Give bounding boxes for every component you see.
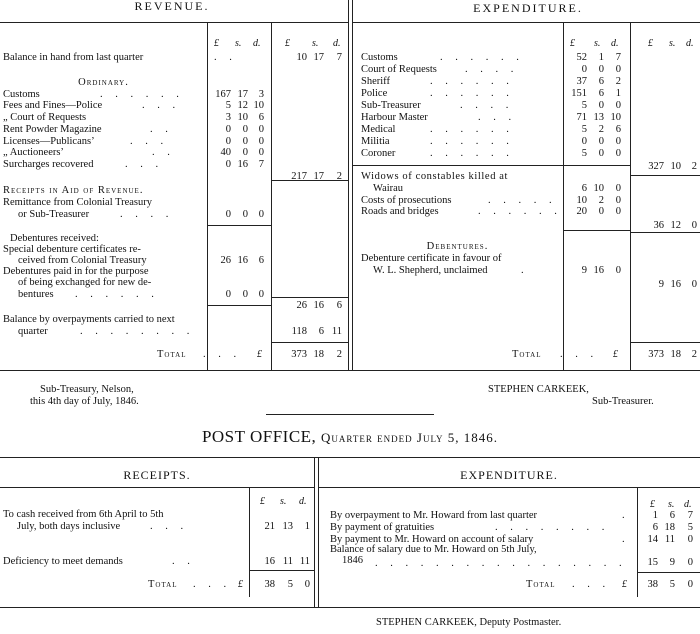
leader-dots: . . . . xyxy=(120,209,174,220)
amount-shilling: 1 xyxy=(598,52,604,63)
amount-pound: 217 xyxy=(291,171,307,182)
table-row-label: By payment of gratuities xyxy=(330,522,435,533)
debenture-label: Debenture certificate in favour of xyxy=(361,253,502,264)
leader-dots: . . . xyxy=(478,112,517,123)
pound-header: £ xyxy=(260,496,265,507)
amount-pound: 373 xyxy=(648,349,664,360)
leader-dots: . . . . . . xyxy=(430,148,514,159)
leader-dots: . . xyxy=(214,52,237,63)
title-main: POST OFFICE, xyxy=(201,427,317,446)
amount-shilling: 18 xyxy=(313,349,324,360)
table-row-label: Fees and Fines—Police xyxy=(3,100,103,111)
amount-shilling: 0 xyxy=(242,147,248,158)
amount-pound: 5 xyxy=(581,100,587,111)
amount-shilling: 10 xyxy=(593,183,604,194)
amount-shilling: 6 xyxy=(598,88,604,99)
amount-pound: 167 xyxy=(215,89,231,100)
pound-header: £ xyxy=(570,38,575,49)
pence-header: d. xyxy=(686,38,694,49)
amount-pence: 2 xyxy=(336,349,342,360)
amount-pence: 0 xyxy=(615,183,621,194)
divider xyxy=(207,22,208,370)
amount-shilling: 5 xyxy=(669,579,675,590)
leader-dots: . . xyxy=(150,124,173,135)
amount-pound: 9 xyxy=(581,265,587,276)
divider xyxy=(352,0,353,370)
amount-shilling: 12 xyxy=(237,100,248,111)
leader-dots: . . . . . . xyxy=(478,206,562,217)
total-label: Total xyxy=(526,579,556,590)
leader-dots: . . . xyxy=(203,349,242,360)
amount-shilling: 0 xyxy=(242,289,248,300)
divider xyxy=(0,607,700,608)
amount-shilling: 6 xyxy=(598,76,604,87)
table-row-label: Sub-Treasurer xyxy=(361,100,421,111)
divider xyxy=(207,305,271,306)
divider xyxy=(314,457,315,607)
divider xyxy=(563,230,630,231)
divider xyxy=(630,22,631,370)
leader-dots: . . xyxy=(152,147,175,158)
divider xyxy=(0,22,348,23)
amount-pound: 0 xyxy=(581,64,587,75)
amount-shilling: 17 xyxy=(313,52,324,63)
amount-pence: 0 xyxy=(258,209,264,220)
balance-label: Balance of salary due to Mr. Howard on 5th July, xyxy=(330,544,537,555)
amount-pound: 36 xyxy=(653,220,664,231)
amount-pence: 11 xyxy=(331,326,342,337)
leader-dots: . . . . . . xyxy=(430,88,514,99)
pence-header: d. xyxy=(684,499,692,510)
pence-header: d. xyxy=(333,38,341,49)
amount-pence: 0 xyxy=(691,220,697,231)
amount-pence: 7 xyxy=(615,52,621,63)
amount-pence: 1 xyxy=(304,521,310,532)
table-row-label: Sheriff xyxy=(361,76,390,87)
amount-pound: 373 xyxy=(291,349,307,360)
amount-pound: 37 xyxy=(576,76,587,87)
amount-pound: 10 xyxy=(576,195,587,206)
amount-shilling: 2 xyxy=(598,195,604,206)
amount-shilling: 9 xyxy=(669,557,675,568)
amount-shilling: 0 xyxy=(242,124,248,135)
amount-pence: 10 xyxy=(253,100,264,111)
cash-label: July, both days inclusive xyxy=(17,521,121,532)
amount-shilling: 13 xyxy=(282,521,293,532)
signer-name: STEPHEN CARKEEK, xyxy=(488,384,589,395)
shilling-header: s. xyxy=(312,38,319,49)
amount-shilling: 0 xyxy=(242,209,248,220)
leader-dots: . . . xyxy=(193,579,232,590)
amount-pound: 118 xyxy=(291,326,307,337)
leader-dots: . . . . . . xyxy=(440,52,524,63)
leader-dots: . . . . . . xyxy=(430,136,514,147)
divider xyxy=(637,572,700,573)
leader-dots: . . . xyxy=(130,136,169,147)
shilling-header: s. xyxy=(280,496,287,507)
leader-dots: . . . . . . xyxy=(100,89,184,100)
amount-pound: 14 xyxy=(647,534,658,545)
special-label: ceived from Colonial Treasury xyxy=(18,255,147,266)
costs-label: Costs of prosecutions xyxy=(361,195,452,206)
amount-shilling: 13 xyxy=(593,112,604,123)
amount-pence: 6 xyxy=(258,112,264,123)
po-signer: STEPHEN CARKEEK, Deputy Postmaster. xyxy=(376,617,562,628)
amount-pence: 2 xyxy=(615,76,621,87)
table-row-label: Surcharges recovered xyxy=(3,159,94,170)
amount-pound: 0 xyxy=(225,124,231,135)
table-row-label: Licenses—Publicans’ xyxy=(3,136,95,147)
leader-dots: . . . . xyxy=(465,64,519,75)
date-line: this 4th day of July, 1846. xyxy=(30,396,139,407)
receipts-heading: RECEIPTS. xyxy=(123,468,191,482)
divider xyxy=(318,487,700,488)
amount-shilling: 12 xyxy=(670,220,681,231)
divider xyxy=(271,297,348,298)
divider xyxy=(249,570,314,571)
amount-pence: 0 xyxy=(258,147,264,158)
shilling-header: s. xyxy=(669,38,676,49)
amount-shilling: 18 xyxy=(664,522,675,533)
amount-shilling: 17 xyxy=(313,171,324,182)
leader-dots: . . . xyxy=(150,521,189,532)
shilling-header: s. xyxy=(235,38,242,49)
amount-shilling: 5 xyxy=(287,579,293,590)
amount-shilling: 0 xyxy=(598,136,604,147)
ordinary-heading: Ordinary. xyxy=(78,77,129,88)
leader-dots: . . . xyxy=(572,579,611,590)
pound-sign: £ xyxy=(613,349,618,360)
divider xyxy=(630,175,700,176)
amount-shilling: 16 xyxy=(670,279,681,290)
amount-pence: 7 xyxy=(258,159,264,170)
divider xyxy=(563,22,564,370)
amount-pence: 2 xyxy=(691,349,697,360)
amount-pound: 38 xyxy=(264,579,275,590)
table-row-label: Coroner xyxy=(361,148,396,159)
amount-pence: 6 xyxy=(258,255,264,266)
amount-pence: 7 xyxy=(336,52,342,63)
table-row-label: Medical xyxy=(361,124,396,135)
amount-pound: 52 xyxy=(576,52,587,63)
amount-shilling: 10 xyxy=(670,161,681,172)
pound-sign: £ xyxy=(622,579,627,590)
amount-pound: 0 xyxy=(225,136,231,147)
amount-pence: 2 xyxy=(691,161,697,172)
amount-pence: 0 xyxy=(615,265,621,276)
remittance-label: Remittance from Colonial Treasury xyxy=(3,197,153,208)
amount-pence: 5 xyxy=(687,522,693,533)
table-row-label: Rent Powder Magazine xyxy=(3,124,102,135)
paid-label: bentures xyxy=(18,289,54,300)
table-row-label: Court of Requests xyxy=(361,64,437,75)
amount-shilling: 16 xyxy=(237,159,248,170)
post-office-title xyxy=(0,428,700,445)
table-row-label: By overpayment to Mr. Howard from last quarter xyxy=(330,510,538,521)
leader-dots: . . . . . . . . . . . . . . . . . xyxy=(375,558,627,569)
widows-label: Wairau xyxy=(373,183,404,194)
amount-pound: 20 xyxy=(576,206,587,217)
leader-dots: . xyxy=(622,510,630,521)
amount-pound: 38 xyxy=(647,579,658,590)
pound-sign: £ xyxy=(257,349,262,360)
leader-dots: . . . . . . xyxy=(75,289,159,300)
leader-dots: . . . . . xyxy=(488,195,557,206)
divider xyxy=(0,370,700,371)
leader-dots: . . . . . . xyxy=(430,124,514,135)
amount-shilling: 16 xyxy=(237,255,248,266)
amount-shilling: 6 xyxy=(669,510,675,521)
debentures-heading: Debentures. xyxy=(426,241,489,252)
amount-shilling: 11 xyxy=(282,556,293,567)
amount-pence: 6 xyxy=(336,300,342,311)
special-label: Special debenture certificates re- xyxy=(3,244,141,255)
amount-pence: 0 xyxy=(687,579,693,590)
amount-shilling: 10 xyxy=(237,112,248,123)
divider xyxy=(207,225,271,226)
widows-label: Widows of constables killed at xyxy=(361,171,509,182)
shilling-header: s. xyxy=(594,38,601,49)
amount-pence: 2 xyxy=(336,171,342,182)
paid-label: of being exchanged for new de- xyxy=(18,277,152,288)
amount-pence: 0 xyxy=(615,100,621,111)
table-row-label: „ Auctioneers’ xyxy=(3,147,64,158)
signer-title: Sub-Treasurer. xyxy=(592,396,654,407)
leader-dots: . xyxy=(622,534,630,545)
leader-dots: . . . . . . xyxy=(430,76,514,87)
amount-pence: 0 xyxy=(687,557,693,568)
amount-pound: 0 xyxy=(225,289,231,300)
pound-header: £ xyxy=(648,38,653,49)
amount-pound: 5 xyxy=(581,148,587,159)
amount-pound: 26 xyxy=(220,255,231,266)
amount-pence: 0 xyxy=(615,148,621,159)
amount-pound: 0 xyxy=(225,159,231,170)
amount-shilling: 16 xyxy=(593,265,604,276)
amount-pound: 3 xyxy=(225,112,231,123)
leader-dots: . . . xyxy=(560,349,599,360)
divider xyxy=(352,22,700,23)
roads-label: Roads and bridges xyxy=(361,206,439,217)
balance-label: Balance in hand from last quarter xyxy=(3,52,144,63)
pence-header: d. xyxy=(299,496,307,507)
divider xyxy=(637,487,638,597)
amount-pence: 0 xyxy=(687,534,693,545)
divider xyxy=(271,22,272,370)
debenture-label: W. L. Shepherd, unclaimed xyxy=(373,265,488,276)
divider xyxy=(630,342,700,343)
amount-pound: 6 xyxy=(581,183,587,194)
divider xyxy=(249,487,250,597)
amount-pence: 11 xyxy=(299,556,310,567)
amount-pence: 0 xyxy=(615,136,621,147)
divider xyxy=(352,165,630,166)
amount-pound: 6 xyxy=(652,522,658,533)
remittance-label: or Sub-Treasurer xyxy=(18,209,90,220)
pound-header: £ xyxy=(650,499,655,510)
po-expenditure-heading: EXPENDITURE. xyxy=(460,468,558,482)
divider xyxy=(630,232,700,233)
amount-pound: 0 xyxy=(581,136,587,147)
amount-shilling: 0 xyxy=(598,148,604,159)
leader-dots: . . . . . . . . xyxy=(495,522,610,533)
amount-pound: 1 xyxy=(652,510,658,521)
amount-shilling: 0 xyxy=(598,64,604,75)
section-divider xyxy=(266,414,434,415)
amount-shilling: 6 xyxy=(318,326,324,337)
amount-pence: 0 xyxy=(691,279,697,290)
amount-pound: 21 xyxy=(264,521,275,532)
amount-pence: 3 xyxy=(258,89,264,100)
table-row-label: Customs xyxy=(361,52,398,63)
amount-pound: 15 xyxy=(647,557,658,568)
amount-pound: 71 xyxy=(576,112,587,123)
leader-dots: . xyxy=(521,265,529,276)
leader-dots: . . . xyxy=(125,159,164,170)
amount-pound: 327 xyxy=(648,161,664,172)
table-row-label: By payment to Mr. Howard on account of salary xyxy=(330,534,534,545)
table-row-label: „ Court of Requests xyxy=(3,112,87,123)
amount-pound: 151 xyxy=(571,88,587,99)
amount-pound: 16 xyxy=(264,556,275,567)
amount-pound: 40 xyxy=(220,147,231,158)
leader-dots: . . xyxy=(172,556,195,567)
amount-pence: 0 xyxy=(258,124,264,135)
amount-shilling: 16 xyxy=(313,300,324,311)
amount-shilling: 11 xyxy=(664,534,675,545)
amount-pound: 9 xyxy=(658,279,664,290)
amount-pound: 0 xyxy=(225,209,231,220)
table-row-label: Harbour Master xyxy=(361,112,428,123)
amount-shilling: 2 xyxy=(598,124,604,135)
pound-sign: £ xyxy=(238,579,243,590)
amount-pound: 5 xyxy=(225,100,231,111)
debentures-label: Debentures received: xyxy=(10,233,99,244)
total-label: Total xyxy=(157,349,187,360)
amount-pence: 0 xyxy=(258,136,264,147)
divider xyxy=(348,0,349,370)
divider xyxy=(0,487,314,488)
paid-label: Debentures paid in for the purpose xyxy=(3,266,149,277)
table-row-label: Police xyxy=(361,88,388,99)
leader-dots: . . . xyxy=(142,100,181,111)
amount-pence: 7 xyxy=(687,510,693,521)
amount-pound: 26 xyxy=(296,300,307,311)
table-row-label: Customs xyxy=(3,89,40,100)
amount-shilling: 17 xyxy=(237,89,248,100)
amount-shilling: 18 xyxy=(670,349,681,360)
amount-shilling: 0 xyxy=(598,206,604,217)
overpay-label: Balance by overpayments carried to next xyxy=(3,314,175,325)
deficiency-label: Deficiency to meet demands xyxy=(3,556,123,567)
total-label: Total xyxy=(148,579,178,590)
pence-header: d. xyxy=(253,38,261,49)
leader-dots: . . . . . . . . xyxy=(80,326,195,337)
divider xyxy=(0,457,700,458)
amount-pence: 10 xyxy=(610,112,621,123)
amount-shilling: 0 xyxy=(598,100,604,111)
amount-pence: 1 xyxy=(615,88,621,99)
pound-header: £ xyxy=(214,38,219,49)
amount-pound: 5 xyxy=(581,124,587,135)
amount-pence: 0 xyxy=(615,206,621,217)
divider xyxy=(271,342,348,343)
amount-pence: 0 xyxy=(615,195,621,206)
amount-pence: 6 xyxy=(615,124,621,135)
revenue-heading: REVENUE. xyxy=(134,0,210,13)
amount-shilling: 0 xyxy=(242,136,248,147)
overpay-label: quarter xyxy=(18,326,48,337)
leader-dots: . . . . xyxy=(460,100,514,111)
balance-label: 1846 xyxy=(342,555,363,566)
total-label: Total xyxy=(512,349,542,360)
receipts-heading: Receipts in Aid of Revenue. xyxy=(3,185,144,196)
title-sub: Quarter ended July 5, 1846. xyxy=(321,430,499,445)
cash-label: To cash received from 6th April to 5th xyxy=(3,509,164,520)
pound-header: £ xyxy=(285,38,290,49)
shilling-header: s. xyxy=(668,499,675,510)
expenditure-heading: EXPENDITURE. xyxy=(473,1,583,15)
amount-pence: 0 xyxy=(258,289,264,300)
amount-pence: 0 xyxy=(304,579,310,590)
place-line: Sub-Treasury, Nelson, xyxy=(40,384,134,395)
pence-header: d. xyxy=(611,38,619,49)
table-row-label: Militia xyxy=(361,136,390,147)
amount-pence: 0 xyxy=(615,64,621,75)
amount-pound: 10 xyxy=(296,52,307,63)
